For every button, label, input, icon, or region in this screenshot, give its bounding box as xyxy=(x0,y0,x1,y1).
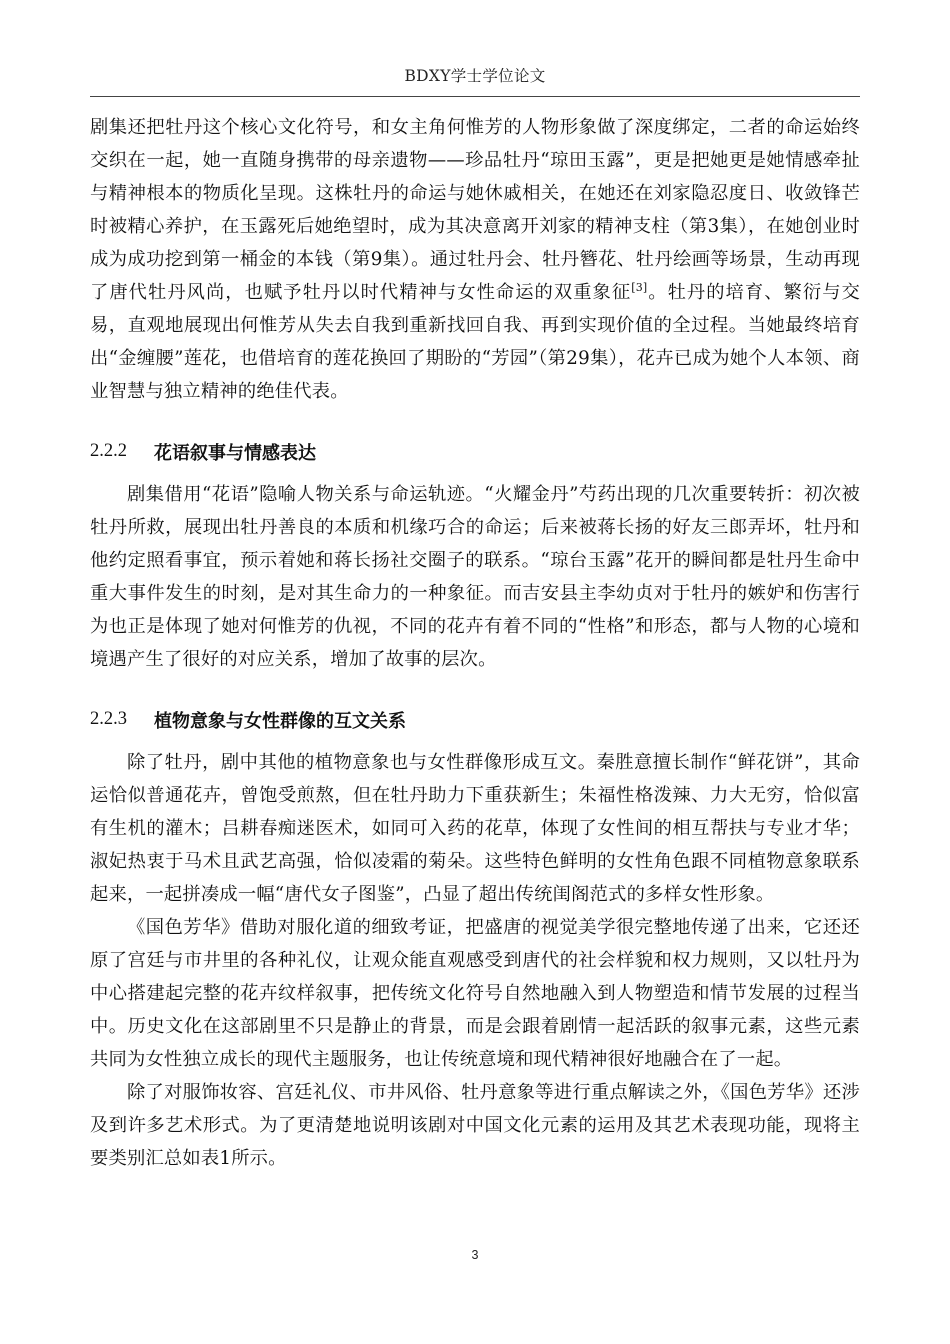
running-header: BDXY学士学位论文 xyxy=(404,67,546,85)
page-number: 3 xyxy=(471,1248,479,1262)
section-title: 花语叙事与情感表达 xyxy=(154,442,316,464)
body-content xyxy=(90,111,860,1175)
paragraph-3: 除了牡丹，剧中其他的植物意象也与女性群像形成互文。秦胜意擅长制作“鲜花饼”，其命运恰似普通花卉，曾饱受煎熬，但在牡丹助力下重获新生；朱福性格泼辣、力大无穷，恰似富有生机的灌木；吕耕春痴迷医术，如同可入药的花草，体现了女性间的相互帮扶与专业才华；淑妃热衷于马术且武艺高强，恰似凌霜的菊朵。这些特色鲜明的女性角色跟不同植物意象联系起来，一起拼凑成一幅“唐代女子图鉴”，凸显了超出传统闺阁范式的多样女性形象。 xyxy=(90,752,860,905)
paragraph-1-tail: 。牡丹的培育、繁衍与交易，直观地展现出何惟芳从失去自我到重新找回自我、再到实现价值的全过程。当她最终培育出“金缠腰”莲花，也借培育的莲花换回了期盼的“芳园”（第29集），花卉已成为她个人本领、商业智慧与独立精神的绝佳代表。 xyxy=(90,282,861,402)
section-number: 2.2.2 xyxy=(90,441,127,461)
paragraph-1-text: 剧集还把牡丹这个核心文化符号，和女主角何惟芳的人物形象做了深度绑定，二者的命运始终交织在一起，她一直随身携带的母亲遗物——珍品牡丹“琼田玉露”，更是把她更是她情感牵扯与精神根本的物质化呈现。这株牡丹的命运与她休戚相关，在她还在刘家隐忍度日、收敛锋芒时被精心养护，在玉露死后她绝望时，成为其决意离开刘家的精神支柱（第3集），在她创业时成为成功挖到第一桶金的本钱（第9集）。通过牡丹会、牡丹簪花、牡丹绘画等场景，生动再现了唐代牡丹风尚，也赋予牡丹以时代精神与女性命运的双重象征 xyxy=(90,117,860,303)
paragraph-4: 《国色芳华》借助对服化道的细致考证，把盛唐的视觉美学很完整地传递了出来，它还还原了宫廷与市井里的各种礼仪，让观众能直观感受到唐代的社会样貌和权力规则，又以牡丹为中心搭建起完整的花卉纹样叙事，把传统文化符号自然地融入到人物塑造和情节发展的过程当中。历史文化在这部剧里不只是静止的背景，而是会跟着剧情一起活跃的叙事元素，这些元素共同为女性独立成长的现代主题服务，也让传统意境和现代精神很好地融合在了一起。 xyxy=(90,917,860,1070)
paragraph-1 xyxy=(90,111,860,408)
section-number: 2.2.3 xyxy=(90,709,127,729)
section-heading-2-2-2 xyxy=(90,435,860,468)
citation-ref: [3] xyxy=(631,280,648,294)
section-title: 植物意象与女性群像的互文关系 xyxy=(154,710,406,732)
paragraph-2: 剧集借用“花语”隐喻人物关系与命运轨迹。“火耀金丹”芍药出现的几次重要转折：初次被牡丹所救，展现出牡丹善良的本质和机缘巧合的命运；后来被蒋长扬的好友三郎弄坏，牡丹和他约定照看事宜，预示着她和蒋长扬社交圈子的联系。“琼台玉露”花开的瞬间都是牡丹生命中重大事件发生的时刻，是对其生命力的一种象征。而吉安县主李幼贞对于牡丹的嫉妒和伤害行为也正是体现了她对何惟芳的仇视，不同的花卉有着不同的“性格”和形态，都与人物的心境和境遇产生了很好的对应关系，增加了故事的层次。 xyxy=(90,484,860,670)
header-rule xyxy=(90,96,860,97)
section-heading-2-2-3 xyxy=(90,703,860,736)
paragraph-5: 除了对服饰妆容、宫廷礼仪、市井风俗、牡丹意象等进行重点解读之外，《国色芳华》还涉及到许多艺术形式。为了更清楚地说明该剧对中国文化元素的运用及其艺术表现功能，现将主要类别汇总如表1所示。 xyxy=(90,1082,860,1169)
